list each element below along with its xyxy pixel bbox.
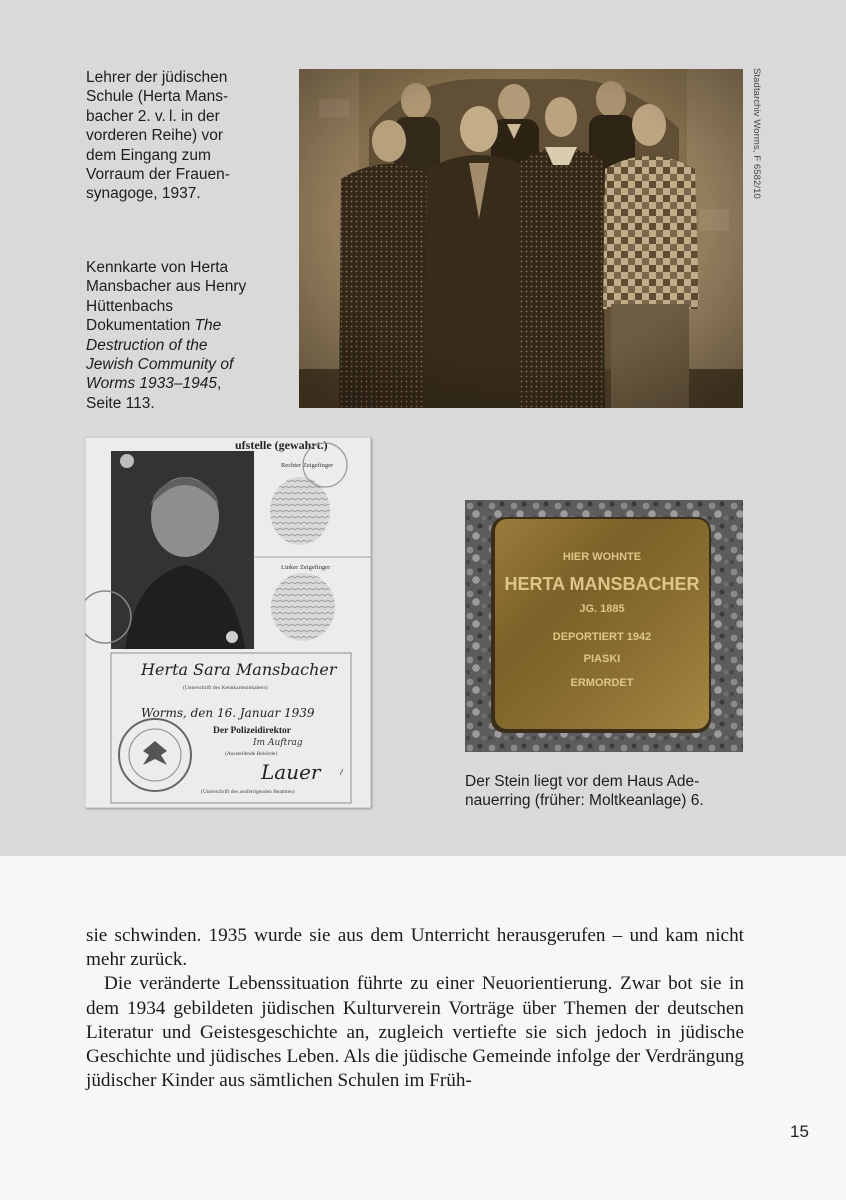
caption-teachers-photo	[86, 68, 254, 204]
stone-line-6: ERMORDET	[570, 677, 634, 689]
page-number: 15	[790, 1122, 809, 1141]
caption-stolperstein-text: Der Stein liegt vor dem Haus Adenauerring (früher: Moltkeanlage) 6.	[465, 773, 704, 810]
svg-text:~: ~	[335, 766, 349, 779]
body-text	[86, 924, 744, 1093]
caption-teachers-text: Lehrer der jüdischen Schule (Herta Mansbacher 2. v. l. in der vorderen Reihe) vor dem Eingang zum Vorraum der Frauensynagoge, 1937.	[86, 69, 230, 203]
caption-idcard-page: , Seite 113.	[86, 375, 222, 412]
idcard-place-date: Worms, den 16. Januar 1939	[141, 706, 315, 720]
body-paragraph-2: Die veränderte Lebenssituation führte zu einer Neuorientierung. Zwar bot sie in dem 1934 gebildeten jüdischen Kulturverein Vorträge über Themen der deutschen Literatur und Geistesgeschichte an, zugleich vertiefte sie sich jedoch in jüdische Geschichte und jüdisches Leben. Als die jüdische Gemeinde infolge der Verdrängung jüdischer Kinder aus sämtlichen Schulen im Früh-	[86, 973, 744, 1092]
stone-line-4: DEPORTIERT 1942	[552, 631, 652, 643]
body-paragraph-1: sie schwinden. 1935 wurde sie aus dem Unterricht herausgerufen – und kam nicht mehr zurück.	[86, 925, 744, 971]
caption-idcard-book-title: The Destruction of the Jewish Community of Worms 1933–1945	[86, 317, 234, 393]
stone-line-2: HERTA MANSBACHER	[504, 574, 700, 594]
teachers-group-photo	[299, 69, 743, 408]
caption-idcard-text	[86, 258, 254, 413]
idcard-left-finger-label: Linker Zeigefinger	[281, 564, 331, 571]
idcard-official-signature: Lauer	[261, 760, 321, 784]
stone-line-3: JG. 1885	[579, 603, 625, 615]
idcard-svg	[85, 437, 371, 808]
idcard-official-caption: (Unterschrift des ausfertigenden Beamten)	[201, 789, 295, 795]
idcard-in-auftrag: Im Auftrag	[253, 738, 303, 748]
idcard-authority: Der Polizeidirektor	[213, 726, 291, 736]
idcard-signature-caption: (Unterschrift des Kennkarteninhabers)	[183, 685, 268, 691]
stolperstein-svg	[465, 500, 743, 752]
idcard-header: ufstelle (gewahrt.)	[235, 438, 328, 452]
group-photo-image	[299, 69, 743, 408]
idcard-office-caption: (Ausstellende Behörde)	[225, 751, 278, 757]
stone-line-5: PIASKI	[583, 653, 621, 665]
idcard-right-finger-label: Rechter Zeigefinger	[281, 462, 334, 469]
idcard-signature: Herta Sara Mansbacher	[141, 660, 337, 679]
caption-stolperstein	[465, 772, 745, 811]
caption-idcard-intro: Kennkarte von Herta Mansbacher aus Henry Hüttenbachs Dokumentation	[86, 259, 247, 335]
stolperstein-photo	[465, 500, 743, 752]
stone-line-1: HIER WOHNTE	[562, 551, 642, 563]
photo-credit: Stadtarchiv Worms, F 6582/10	[751, 68, 762, 199]
idcard-image	[85, 437, 371, 808]
caption-idcard	[86, 258, 254, 413]
